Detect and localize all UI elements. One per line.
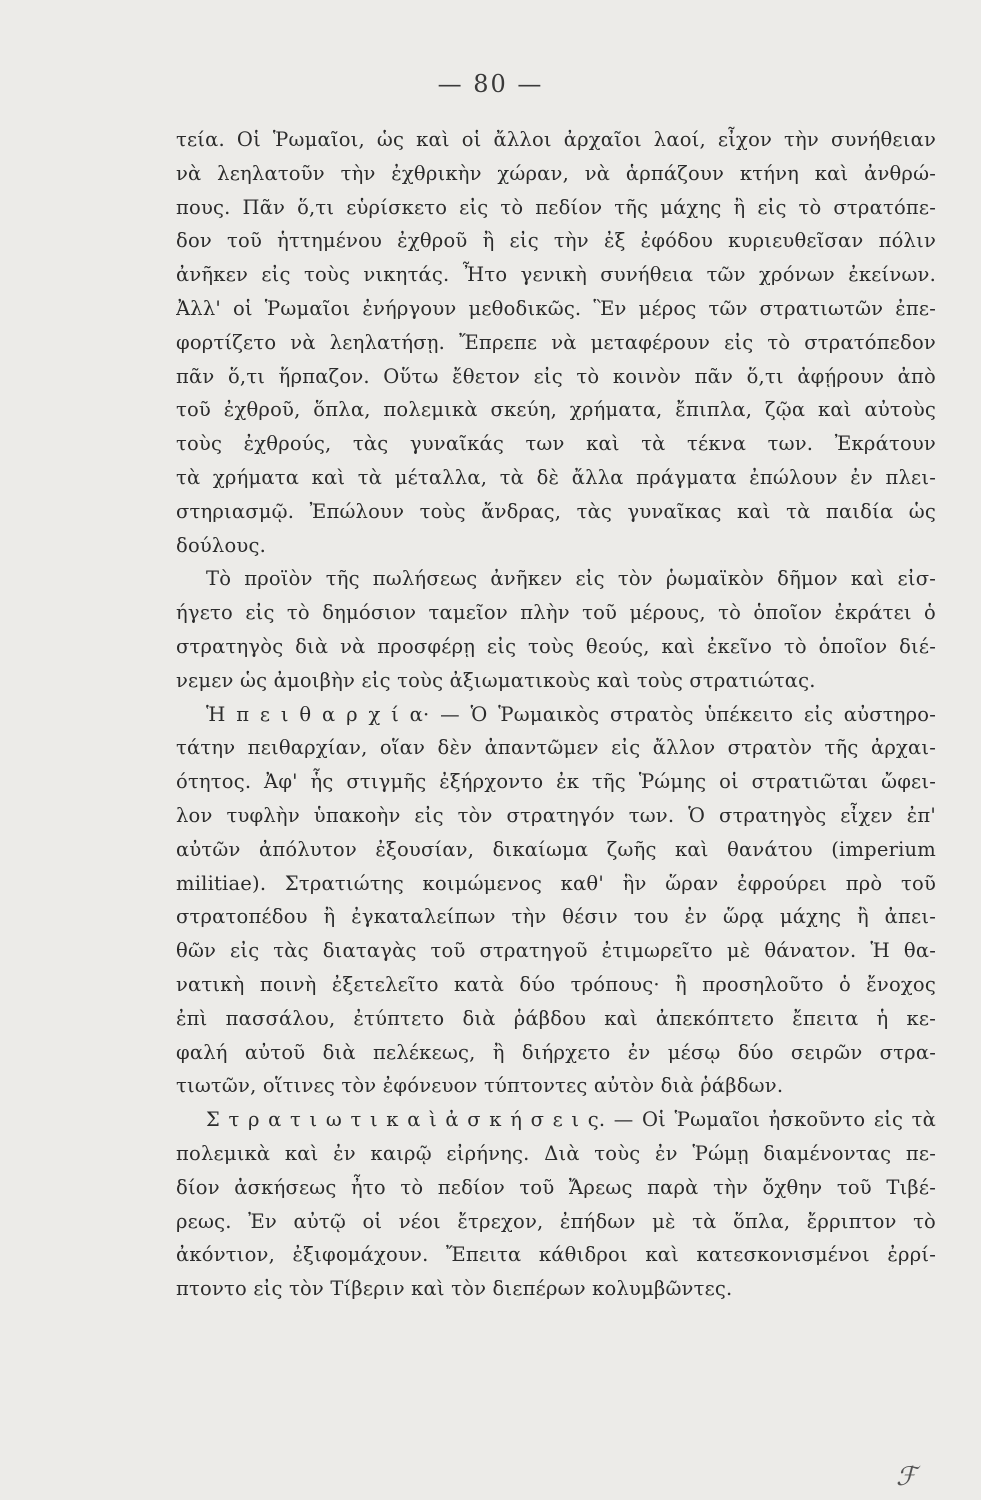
text-line: ρεως. Ἐν αὐτῷ οἱ νέοι ἔτρεχον, ἐπήδων μὲ τὰ ὅπλα, ἔρριπτον τὸ	[176, 1209, 936, 1233]
text-line: ότητος. Ἀφ' ἧς στιγμῆς ἐξήρχοντο ἐκ τῆς Ῥώμης οἱ στρατιῶται ὤφει-	[176, 770, 936, 794]
text-line: τὰ χρήματα καὶ τὰ μέταλλα, τὰ δὲ ἄλλα πράγματα ἐπώλουν ἐν πλει-	[176, 465, 936, 489]
text-line: νατικὴ ποινὴ ἐξετελεῖτο κατὰ δύο τρόπους· ἢ προσηλοῦτο ὁ ἔνοχος	[176, 972, 936, 996]
text-line: λον τυφλὴν ὑπακοὴν εἰς τὸν στρατηγόν των. Ὁ στρατηγὸς εἶχεν ἐπ'	[176, 803, 936, 827]
text-line: ἐπὶ πασσάλου, ἐτύπτετο διὰ ῥάβδου καὶ ἀπεκόπτετο ἔπειτα ἡ κε-	[176, 1006, 936, 1030]
text-line: ἀνῆκεν εἰς τοὺς νικητάς. Ἦτο γενικὴ συνήθεια τῶν χρόνων ἐκείνων.	[176, 263, 936, 287]
text-line: militiae). Στρατιώτης κοιμώμενος καθ' ἣν ὥραν ἐφρούρει πρὸ τοῦ	[176, 871, 936, 895]
text-line: τοῦ ἐχθροῦ, ὅπλα, πολεμικὰ σκεύη, χρήματα, ἔπιπλα, ζῷα καὶ αὐτοὺς	[176, 398, 936, 422]
text-line: στρατοπέδου ἢ ἐγκαταλείπων τὴν θέσιν του ἐν ὥρᾳ μάχης ἢ ἀπει-	[176, 905, 936, 929]
text-line: Ἡ π ε ι θ α ρ χ ί α· — Ὁ Ῥωμαικὸς στρατὸς ὑπέκειτο εἰς αὐστηρο-	[206, 702, 936, 726]
text-line: πᾶν ὅ,τι ἥρπαζον. Οὕτω ἔθετον εἰς τὸ κοινὸν πᾶν ὅ,τι ἀφῄρουν ἀπὸ	[176, 364, 936, 388]
text-line: ήγετο εἰς τὸ δημόσιον ταμεῖον πλὴν τοῦ μέρους, τὸ ὁποῖον ἐκράτει ὁ	[176, 601, 936, 625]
body-text	[176, 123, 936, 1306]
text-line: δον τοῦ ἡττημένου ἐχθροῦ ἢ εἰς τὴν ἐξ ἐφόδου κυριευθεῖσαν πόλιν	[176, 229, 936, 253]
text-line: θῶν εἰς τὰς διαταγὰς τοῦ στρατηγοῦ ἐτιμωρεῖτο μὲ θάνατον. Ἡ θα-	[176, 939, 936, 963]
text-line: τεία. Οἱ Ῥωμαῖοι, ὡς καὶ οἱ ἄλλοι ἀρχαῖοι λαοί, εἶχον τὴν συνήθειαν	[176, 128, 936, 151]
text-line: αὐτῶν ἀπόλυτον ἐξουσίαν, δικαίωμα ζωῆς καὶ θανάτου (imperium	[176, 837, 936, 861]
text-line: τιωτῶν, οἵτινες τὸν ἐφόνευον τύπτοντες αὐτὸν διὰ ῥάβδων.	[176, 1074, 784, 1098]
text-line: τάτην πειθαρχίαν, οἵαν δὲν ἀπαντῶμεν εἰς ἄλλον στρατὸν τῆς ἀρχαι-	[176, 736, 936, 760]
text-line: δίον ἀσκήσεως ἦτο τὸ πεδίον τοῦ Ἄρεως παρὰ τὴν ὄχθην τοῦ Τιβέ-	[176, 1175, 936, 1199]
text-line: φορτίζετο νὰ λεηλατήσῃ. Ἔπρεπε νὰ μεταφέρουν εἰς τὸ στρατόπεδον	[176, 330, 936, 354]
text-line: πτοντο εἰς τὸν Τίβεριν καὶ τὸν διεπέρων κολυμβῶντες.	[176, 1277, 733, 1301]
text-line: νὰ λεηλατοῦν τὴν ἐχθρικὴν χώραν, νὰ ἁρπάζουν κτήνη καὶ ἀνθρώ-	[176, 161, 936, 185]
margin-mark: ℱ	[896, 1462, 917, 1492]
text-line: φαλή αὐτοῦ διὰ πελέκεως, ἢ διήρχετο ἐν μέσῳ δύο σειρῶν στρα-	[176, 1040, 936, 1064]
text-line: Σ τ ρ α τ ι ω τ ι κ α ὶ ἀ σ κ ή σ ε ι ς. — Οἱ Ῥωμαῖοι ἠσκοῦντο εἰς τὰ	[206, 1108, 936, 1132]
text-line: Τὸ προϊὸν τῆς πωλήσεως ἀνῆκεν εἰς τὸν ῥωμαϊκὸν δῆμον καὶ εἰσ-	[206, 567, 936, 591]
page-number: — 80 —	[437, 70, 544, 98]
text-line: πολεμικὰ καὶ ἐν καιρῷ εἰρήνης. Διὰ τοὺς ἐν Ῥώμῃ διαμένοντας πε-	[176, 1141, 936, 1165]
text-line: νεμεν ὡς ἀμοιβὴν εἰς τοὺς ἀξιωματικοὺς καὶ τοὺς στρατιώτας.	[176, 668, 816, 692]
text-line: τοὺς ἐχθρούς, τὰς γυναῖκάς των καὶ τὰ τέκνα των. Ἐκράτουν	[176, 432, 936, 456]
text-line: στρατηγὸς διὰ νὰ προσφέρῃ εἰς τοὺς θεούς, καὶ ἐκεῖνο τὸ ὁποῖον διέ-	[176, 634, 936, 658]
text-line: στηριασμῷ. Ἐπώλουν τοὺς ἄνδρας, τὰς γυναῖκας καὶ τὰ παιδία ὡς	[176, 499, 936, 523]
text-line: δούλους.	[176, 533, 267, 557]
text-line: πους. Πᾶν ὅ,τι εὑρίσκετο εἰς τὸ πεδίον τῆς μάχης ἢ εἰς τὸ στρατόπε-	[176, 195, 936, 219]
text-line: ἀκόντιον, ἐξιφομάχουν. Ἔπειτα κάθιδροι καὶ κατεσκονισμένοι ἐρρί-	[176, 1243, 936, 1267]
text-line: Ἀλλ' οἱ Ῥωμαῖοι ἐνήργουν μεθοδικῶς. Ἓν μέρος τῶν στρατιωτῶν ἐπε-	[176, 296, 936, 320]
